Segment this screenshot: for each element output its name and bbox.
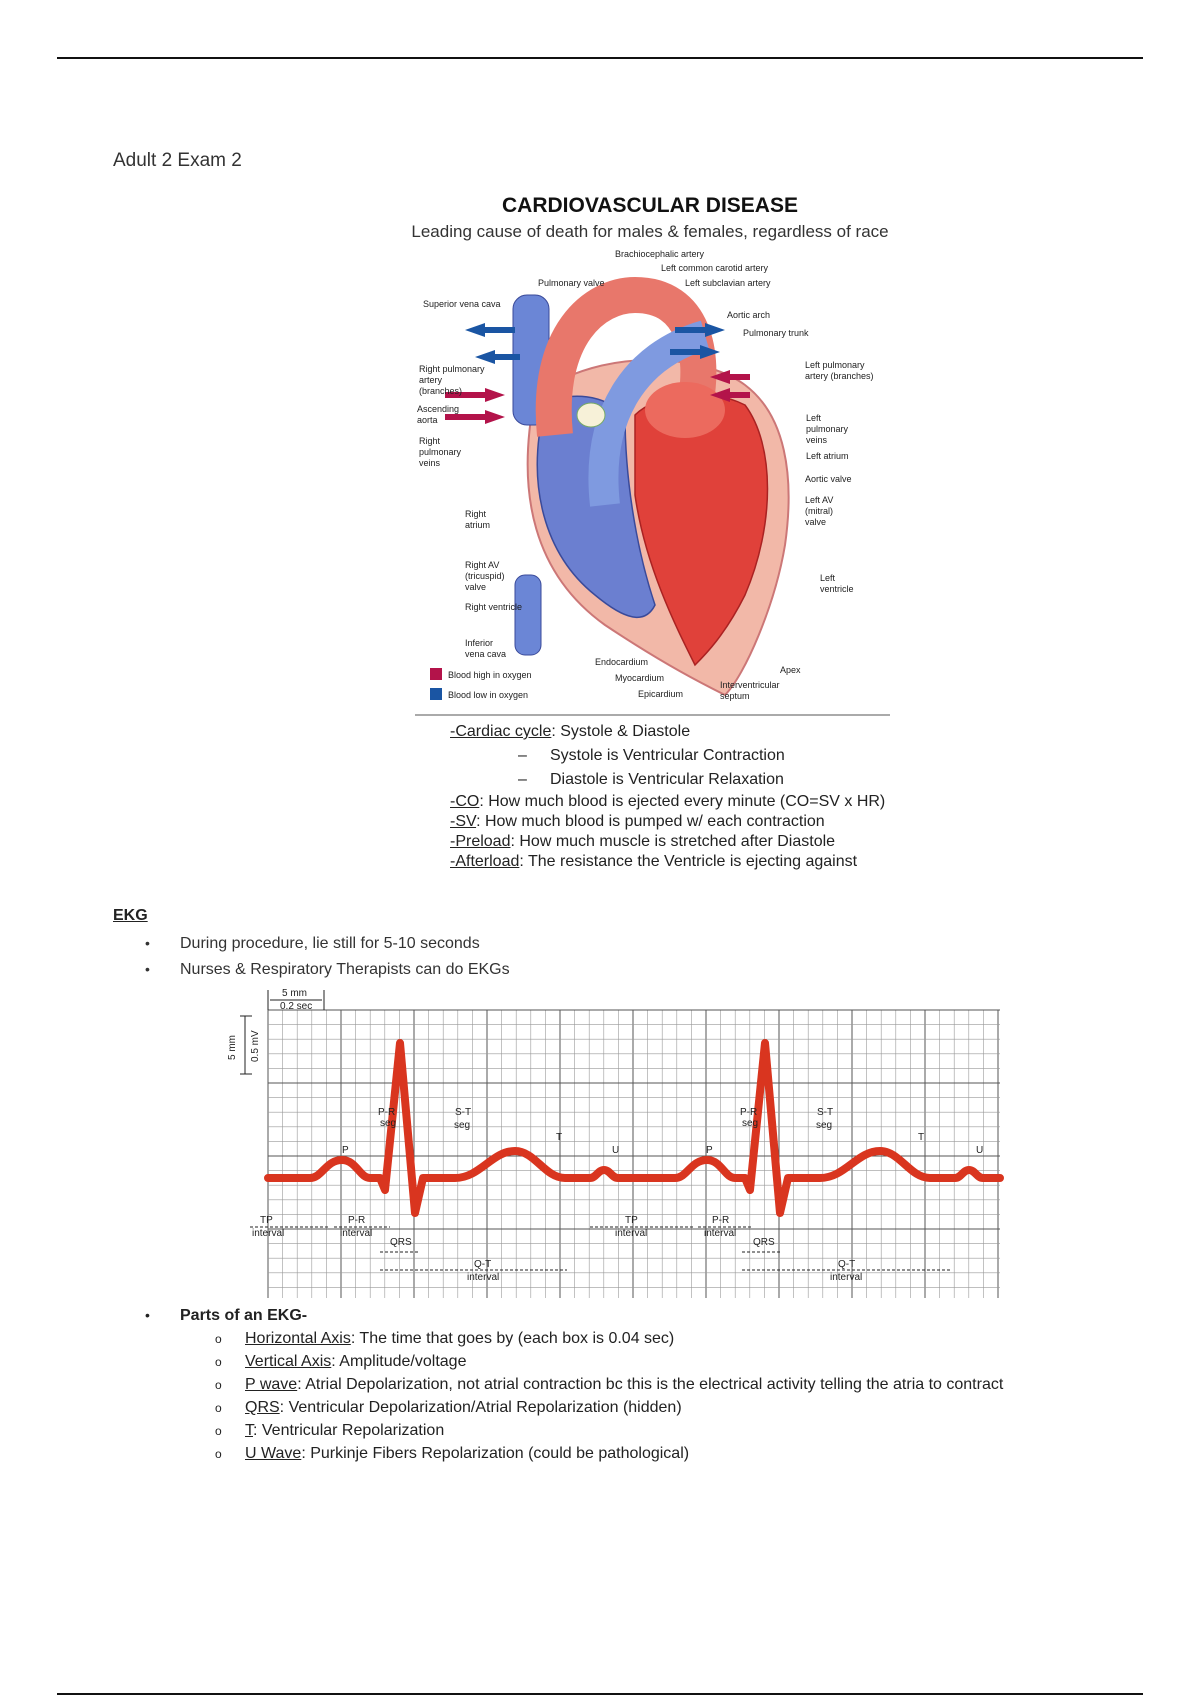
scale-mv-mm-label: 5 mm [227, 1035, 238, 1060]
label-qt-interval: interval [467, 1272, 500, 1283]
label-pulmonary-valve: Pulmonary valve [538, 278, 605, 288]
legend-low-label: Blood low in oxygen [448, 690, 529, 700]
scale-sec-label: 0.2 sec [280, 1001, 313, 1012]
label-ivc-1: Inferior [465, 638, 494, 648]
label-brachiocephalic: Brachiocephalic artery [615, 249, 705, 259]
label-ra-1: Right [465, 509, 487, 519]
bullet-marker: • [145, 935, 150, 951]
systole-line [450, 746, 970, 766]
systole-text: Systole is Ventricular Contraction [550, 747, 785, 764]
label-pr: P-R [712, 1215, 730, 1226]
parts-def: : Amplitude/voltage [331, 1353, 467, 1370]
label-qt: Q-T [474, 1259, 492, 1270]
preload-def: : How much muscle is stretched after Diastole [510, 833, 836, 850]
parts-title: Parts of an EKG- [180, 1307, 308, 1324]
label-rpa-1: Right pulmonary [419, 364, 485, 374]
parts-term: U Wave [245, 1445, 302, 1462]
label-p-wave: P [342, 1145, 349, 1156]
label-lav-2: (mitral) [805, 506, 833, 516]
label-rav-1: Right AV [465, 560, 500, 570]
parts-def: : Ventricular Depolarization/Atrial Repolarization (hidden) [279, 1399, 682, 1416]
parts-item [145, 1442, 1003, 1465]
label-ivc-2: vena cava [465, 649, 507, 659]
label-aortic-valve: Aortic valve [805, 474, 852, 484]
scale-mv-label: 0.5 mV [250, 1030, 261, 1062]
legend-low-swatch [430, 688, 442, 700]
label-pr-seg-2: seg [742, 1118, 759, 1129]
bullet-marker: • [145, 961, 150, 977]
label-ivs-2: septum [720, 691, 750, 701]
label-st-seg-2: seg [454, 1120, 471, 1131]
label-asc-aorta-2: aorta [417, 415, 438, 425]
label-rpa-3: (branches) [419, 386, 463, 396]
parts-item [145, 1350, 1003, 1373]
ekg-bullet-text: Nurses & Respiratory Therapists can do EKGs [180, 961, 510, 978]
label-rpa-2: artery [419, 375, 443, 385]
label-left-atrium: Left atrium [806, 451, 849, 461]
heart-diagram [405, 245, 895, 720]
label-lpa-2: artery (branches) [805, 371, 874, 381]
label-ivs-1: Interventricular [720, 680, 780, 690]
legend-high-label: Blood high in oxygen [448, 670, 532, 680]
bullet-marker: • [145, 1307, 150, 1323]
label-t-wave: T [918, 1132, 925, 1143]
label-lav-1: Left AV [805, 495, 834, 505]
ekg-parts-list [145, 1303, 1003, 1465]
ekg-diagram [227, 980, 1010, 1300]
circle-marker: o [215, 1378, 222, 1392]
sv-line [450, 812, 970, 832]
ekg-bullet-item [145, 956, 510, 982]
aortic-valve-shape [577, 403, 605, 427]
dash-marker: – [518, 747, 527, 764]
label-tp-interval: interval [252, 1228, 285, 1239]
afterload-line [450, 852, 970, 872]
label-lpv-3: veins [806, 435, 828, 445]
label-endocardium: Endocardium [595, 657, 649, 667]
circle-marker: o [215, 1424, 222, 1438]
cardiac-cycle-def: : Systole & Diastole [551, 723, 691, 740]
preload-line [450, 832, 970, 852]
label-asc-aorta-1: Ascending [417, 404, 460, 414]
cvd-subtitle: Leading cause of death for males & females, regardless of race [411, 222, 889, 241]
scale-mm-label: 5 mm [282, 988, 307, 999]
label-pr-seg: P-R [740, 1107, 758, 1118]
ekg-heading: EKG [113, 907, 148, 924]
heart-anatomy-figure [405, 245, 895, 720]
ekg-bullet-item [145, 930, 510, 956]
top-rule [57, 57, 1143, 59]
cardiac-cycle-line [450, 722, 970, 742]
page-header-title: Adult 2 Exam 2 [113, 150, 242, 171]
label-ra-2: atrium [465, 520, 491, 530]
label-st-seg: S-T [817, 1107, 834, 1118]
label-qrs: QRS [390, 1237, 412, 1248]
circle-marker: o [215, 1401, 222, 1415]
label-pr-seg: P-R [378, 1107, 396, 1118]
ekg-bullet-list [145, 930, 510, 982]
parts-term: Horizontal Axis [245, 1330, 351, 1347]
label-pr-interval: interval [340, 1228, 373, 1239]
parts-term: P wave [245, 1376, 298, 1393]
left-atrium-chamber [645, 382, 725, 438]
label-u-wave: U [976, 1145, 984, 1156]
label-epicardium: Epicardium [638, 689, 684, 699]
label-lav-3: valve [805, 517, 827, 527]
label-right-ventricle: Right ventricle [465, 602, 523, 612]
label-qrs: QRS [753, 1237, 775, 1248]
label-pr-seg-2: seg [380, 1118, 397, 1129]
label-tp-interval: interval [615, 1228, 648, 1239]
label-pr: P-R [348, 1215, 366, 1226]
label-rpv-2: pulmonary [419, 447, 462, 457]
circle-marker: o [215, 1355, 222, 1369]
parts-def: : The time that goes by (each box is 0.04 sec) [350, 1330, 675, 1347]
afterload-def: : The resistance the Ventricle is ejecting against [519, 853, 858, 870]
label-apex: Apex [780, 665, 801, 675]
cvd-title: CARDIOVASCULAR DISEASE [502, 194, 798, 217]
parts-def: : Purkinje Fibers Repolarization (could be pathological) [301, 1445, 690, 1462]
label-aortic-arch: Aortic arch [727, 310, 771, 320]
parts-term: Vertical Axis [245, 1353, 332, 1370]
label-svc: Superior vena cava [423, 299, 501, 309]
co-line [450, 792, 970, 812]
label-rpv-3: veins [419, 458, 441, 468]
diastole-line [450, 770, 970, 790]
label-tp: TP [260, 1215, 273, 1226]
parts-title-row [145, 1303, 1003, 1327]
ekg-strip-figure [227, 980, 1010, 1300]
parts-item [145, 1327, 1003, 1350]
sv-term: -SV [450, 813, 477, 830]
label-pulmonary-trunk: Pulmonary trunk [743, 328, 809, 338]
cardiac-notes [450, 722, 970, 872]
label-st-seg-2: seg [816, 1120, 833, 1131]
label-tp: TP [625, 1215, 638, 1226]
parts-item [145, 1373, 1003, 1396]
sv-def: : How much blood is pumped w/ each contraction [476, 813, 825, 830]
label-t-wave: T [556, 1132, 563, 1143]
label-rav-2: (tricuspid) [465, 571, 505, 581]
bottom-rule [57, 1693, 1143, 1695]
label-pr-interval: interval [704, 1228, 737, 1239]
circle-marker: o [215, 1332, 222, 1346]
circle-marker: o [215, 1447, 222, 1461]
dash-marker: – [518, 771, 527, 788]
parts-item [145, 1419, 1003, 1442]
label-left-common-carotid: Left common carotid artery [661, 263, 769, 273]
ekg-bullet-text: During procedure, lie still for 5-10 seconds [180, 935, 480, 952]
label-lv-1: Left [820, 573, 836, 583]
parts-def: : Atrial Depolarization, not atrial contraction bc this is the electrical activity telling the atria to contract [297, 1376, 1004, 1393]
label-lpv-1: Left [806, 413, 822, 423]
label-st-seg: S-T [455, 1107, 472, 1118]
label-rav-3: valve [465, 582, 487, 592]
label-p-wave: P [706, 1145, 713, 1156]
co-term: -CO [450, 793, 480, 810]
label-lpv-2: pulmonary [806, 424, 849, 434]
legend-high-swatch [430, 668, 442, 680]
label-rpv-1: Right [419, 436, 441, 446]
label-myocardium: Myocardium [615, 673, 665, 683]
cardiac-cycle-term: -Cardiac cycle [450, 723, 552, 740]
parts-term: T [245, 1422, 253, 1439]
parts-item [145, 1396, 1003, 1419]
diastole-text: Diastole is Ventricular Relaxation [550, 771, 784, 788]
co-def: : How much blood is ejected every minute (CO=SV x HR) [479, 793, 886, 810]
afterload-term: -Afterload [450, 853, 520, 870]
parts-def: : Ventricular Repolarization [253, 1422, 445, 1439]
label-qt: Q-T [838, 1259, 856, 1270]
ivc-vessel [515, 575, 541, 655]
label-qt-interval: interval [830, 1272, 863, 1283]
label-lv-2: ventricle [820, 584, 854, 594]
label-u-wave: U [612, 1145, 620, 1156]
parts-term: QRS [245, 1399, 280, 1416]
preload-term: -Preload [450, 833, 511, 850]
label-lpa-1: Left pulmonary [805, 360, 865, 370]
label-left-subclavian: Left subclavian artery [685, 278, 771, 288]
